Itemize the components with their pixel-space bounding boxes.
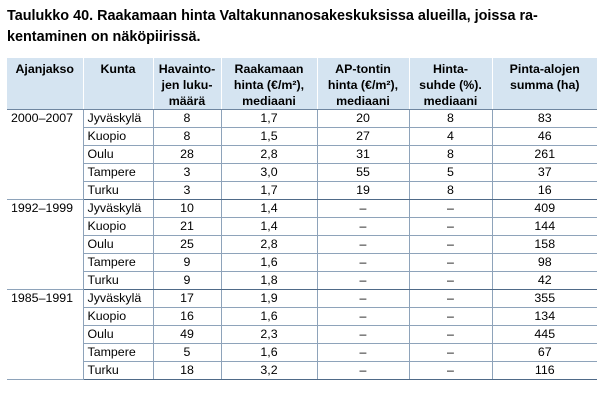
ap-cell: 27	[317, 128, 409, 146]
raakamaa-cell: 1,9	[221, 290, 317, 308]
havainnot-cell: 28	[153, 146, 221, 164]
ap-cell: –	[317, 200, 409, 218]
table-row	[7, 344, 597, 362]
kunta-cell: Kuopio	[83, 128, 153, 146]
havainnot-cell: 25	[153, 236, 221, 254]
havainnot-cell: 18	[153, 362, 221, 380]
table-row	[7, 272, 597, 290]
raakamaa-cell: 1,4	[221, 218, 317, 236]
pinta-ala-cell: 261	[492, 146, 597, 164]
raakamaa-cell: 1,7	[221, 110, 317, 128]
kunta-cell: Kuopio	[83, 218, 153, 236]
hintasuhde-cell: –	[409, 362, 492, 380]
raakamaa-cell: 2,3	[221, 326, 317, 344]
kunta-cell: Tampere	[83, 254, 153, 272]
table-caption: Taulukko 40. Raakamaan hinta Valtakunnanosakeskuksissa alueilla, joissa ra- kentaminen on näköpiirissä.	[7, 8, 538, 45]
ap-cell: –	[317, 272, 409, 290]
hintasuhde-cell: –	[409, 290, 492, 308]
havainnot-cell: 9	[153, 254, 221, 272]
pinta-ala-cell: 445	[492, 326, 597, 344]
raakamaa-cell: 3,2	[221, 362, 317, 380]
ap-cell: 31	[317, 146, 409, 164]
period-cell: 1985–1991	[7, 290, 83, 380]
price-table	[7, 58, 597, 380]
raakamaa-cell: 1,7	[221, 182, 317, 200]
kunta-cell: Oulu	[83, 146, 153, 164]
pinta-ala-cell: 67	[492, 344, 597, 362]
pinta-ala-cell: 409	[492, 200, 597, 218]
table-row	[7, 164, 597, 182]
ap-cell: –	[317, 326, 409, 344]
table-row	[7, 128, 597, 146]
ap-cell: –	[317, 218, 409, 236]
hintasuhde-cell: –	[409, 344, 492, 362]
table-row	[7, 182, 597, 200]
kunta-cell: Jyväskylä	[83, 290, 153, 308]
table-row	[7, 254, 597, 272]
pinta-ala-cell: 16	[492, 182, 597, 200]
ap-cell: –	[317, 254, 409, 272]
havainnot-cell: 16	[153, 308, 221, 326]
hintasuhde-cell: 5	[409, 164, 492, 182]
table-row	[7, 236, 597, 254]
hintasuhde-cell: 8	[409, 110, 492, 128]
pinta-ala-cell: 144	[492, 218, 597, 236]
raakamaa-cell: 2,8	[221, 236, 317, 254]
kunta-cell: Jyväskylä	[83, 200, 153, 218]
raakamaa-cell: 1,6	[221, 308, 317, 326]
kunta-cell: Kuopio	[83, 308, 153, 326]
kunta-cell: Turku	[83, 182, 153, 200]
kunta-cell: Oulu	[83, 236, 153, 254]
ap-cell: –	[317, 308, 409, 326]
havainnot-cell: 3	[153, 182, 221, 200]
raakamaa-cell: 1,6	[221, 254, 317, 272]
havainnot-cell: 3	[153, 164, 221, 182]
header-pinta-ala: Pinta-alojen summa (ha)	[492, 58, 597, 110]
kunta-cell: Tampere	[83, 164, 153, 182]
ap-cell: –	[317, 344, 409, 362]
kunta-cell: Turku	[83, 272, 153, 290]
header-ajanjakso: Ajanjakso	[7, 58, 83, 110]
table-row	[7, 218, 597, 236]
table-row	[7, 290, 597, 308]
havainnot-cell: 10	[153, 200, 221, 218]
ap-cell: 19	[317, 182, 409, 200]
header-havainnot: Havainto- jen luku- määrä	[153, 58, 221, 110]
hintasuhde-cell: –	[409, 308, 492, 326]
period-cell: 2000–2007	[7, 110, 83, 200]
pinta-ala-cell: 98	[492, 254, 597, 272]
period-cell: 1992–1999	[7, 200, 83, 290]
havainnot-cell: 8	[153, 110, 221, 128]
header-kunta: Kunta	[83, 58, 153, 110]
ap-cell: 20	[317, 110, 409, 128]
havainnot-cell: 9	[153, 272, 221, 290]
hintasuhde-cell: –	[409, 218, 492, 236]
hintasuhde-cell: 8	[409, 146, 492, 164]
pinta-ala-cell: 116	[492, 362, 597, 380]
kunta-cell: Turku	[83, 362, 153, 380]
pinta-ala-cell: 158	[492, 236, 597, 254]
havainnot-cell: 17	[153, 290, 221, 308]
pinta-ala-cell: 355	[492, 290, 597, 308]
pinta-ala-cell: 134	[492, 308, 597, 326]
raakamaa-cell: 1,6	[221, 344, 317, 362]
table-row	[7, 146, 597, 164]
table-row	[7, 308, 597, 326]
hintasuhde-cell: –	[409, 272, 492, 290]
havainnot-cell: 21	[153, 218, 221, 236]
hintasuhde-cell: –	[409, 326, 492, 344]
table-row	[7, 362, 597, 380]
hintasuhde-cell: –	[409, 236, 492, 254]
havainnot-cell: 49	[153, 326, 221, 344]
raakamaa-cell: 3,0	[221, 164, 317, 182]
pinta-ala-cell: 37	[492, 164, 597, 182]
table-row	[7, 200, 597, 218]
pinta-ala-cell: 83	[492, 110, 597, 128]
ap-cell: –	[317, 362, 409, 380]
kunta-cell: Oulu	[83, 326, 153, 344]
pinta-ala-cell: 42	[492, 272, 597, 290]
havainnot-cell: 5	[153, 344, 221, 362]
kunta-cell: Jyväskylä	[83, 110, 153, 128]
kunta-cell: Tampere	[83, 344, 153, 362]
pinta-ala-cell: 46	[492, 128, 597, 146]
header-row	[7, 58, 597, 110]
ap-cell: –	[317, 290, 409, 308]
raakamaa-cell: 2,8	[221, 146, 317, 164]
havainnot-cell: 8	[153, 128, 221, 146]
hintasuhde-cell: 4	[409, 128, 492, 146]
hintasuhde-cell: 8	[409, 182, 492, 200]
header-ap-tontti: AP-tontin hinta (€/m²), mediaani	[317, 58, 409, 110]
ap-cell: –	[317, 236, 409, 254]
raakamaa-cell: 1,4	[221, 200, 317, 218]
table-body	[7, 110, 597, 380]
hintasuhde-cell: –	[409, 254, 492, 272]
table-row	[7, 326, 597, 344]
header-raakamaa: Raakamaan hinta (€/m²), mediaani	[221, 58, 317, 110]
ap-cell: 55	[317, 164, 409, 182]
hintasuhde-cell: –	[409, 200, 492, 218]
table-row	[7, 110, 597, 128]
raakamaa-cell: 1,8	[221, 272, 317, 290]
raakamaa-cell: 1,5	[221, 128, 317, 146]
header-hintasuhde: Hinta- suhde (%). mediaani	[409, 58, 492, 110]
